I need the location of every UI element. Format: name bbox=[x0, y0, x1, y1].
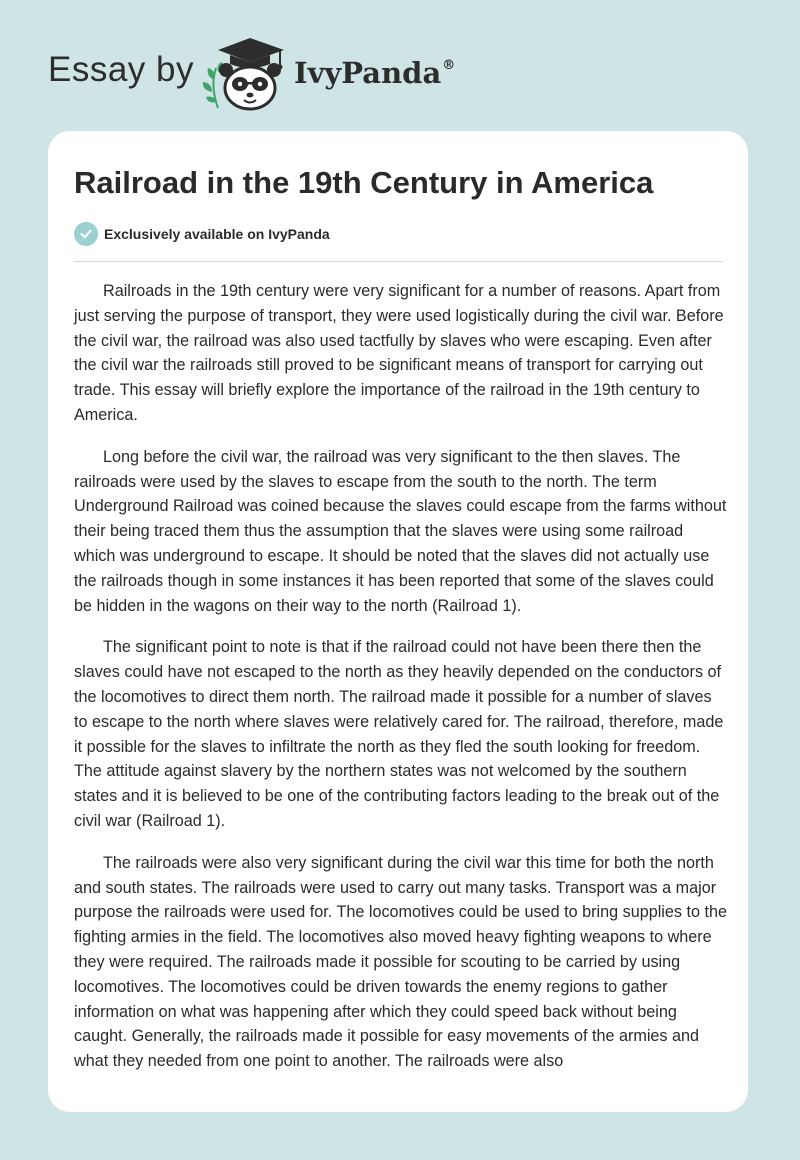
essay-card bbox=[48, 131, 748, 1112]
paragraph: Railroads in the 19th century were very significant for a number of reasons. Apart from just serving the purpose of transport, they were used logistically during the civil war. Before the civil war, the railroad was also used tactfully by slaves who were escaping. Even after the civil war the railroads still proved to be significant means of transport for carrying out trade. This essay will briefly explore the importance of the railroad in the 19th century to America. bbox=[74, 282, 724, 424]
paragraph: Long before the civil war, the railroad was very significant to the then slaves. The railroads were used by the slaves to escape from the south to the north. The term Underground Railroad was coined because the slaves could escape from the farms without their being traced them thus the assumption that the slaves were using some railroad which was underground to escape. It should be noted that the slaves did not actually use the railroads though in some instances it has been reported that some of the slaves could be hidden in the wagons on their way to the north (Railroad 1). bbox=[74, 447, 727, 615]
site-header bbox=[48, 30, 548, 120]
check-circle-icon bbox=[74, 222, 98, 246]
divider bbox=[74, 261, 723, 262]
ivypanda-logo-icon[interactable] bbox=[200, 32, 292, 112]
essay-body bbox=[74, 279, 728, 1091]
paragraph: The significant point to note is that if the railroad could not have been there then the slaves could have not escaped to the north as they heavily depended on the conductors of the locomotives to direct them north. The railroad made it possible for a number of slaves to escape to the north where slaves were relatively cared for. The railroad, therefore, made it possible for the slaves to infiltrate the north as they fled the south looking for freedom. The attitude against slavery by the northern states was not welcomed by the southern states and it is believed to be one of the contributing factors leading to the break out of the civil war (Railroad 1). bbox=[74, 638, 724, 830]
essay-by-label: Essay by bbox=[48, 50, 194, 89]
brand-name[interactable]: IvyPanda® bbox=[294, 56, 456, 90]
paragraph: The railroads were also very significant during the civil war this time for both the north and south states. The railroads were used to carry out many tasks. Transport was a major purpose the railroads were used for. The locomotives could be used to bring supplies to the fighting armies in the field. The locomotives also moved heavy fighting weapons to where they were required. The railroads made it possible for scouting to be carried by using locomotives. The locomotives could be driven towards the enemy regions to gather information on what was happening after which they could speed back without being caught. Generally, the railroads made it possible for easy movements of the armies and what they needed from one point to another. The railroads were also bbox=[74, 853, 727, 1071]
exclusive-badge bbox=[74, 222, 330, 246]
registered-mark: ® bbox=[442, 58, 456, 73]
page-title: Railroad in the 19th Century in America bbox=[74, 165, 654, 200]
badge-label: Exclusively available on IvyPanda bbox=[104, 226, 330, 242]
